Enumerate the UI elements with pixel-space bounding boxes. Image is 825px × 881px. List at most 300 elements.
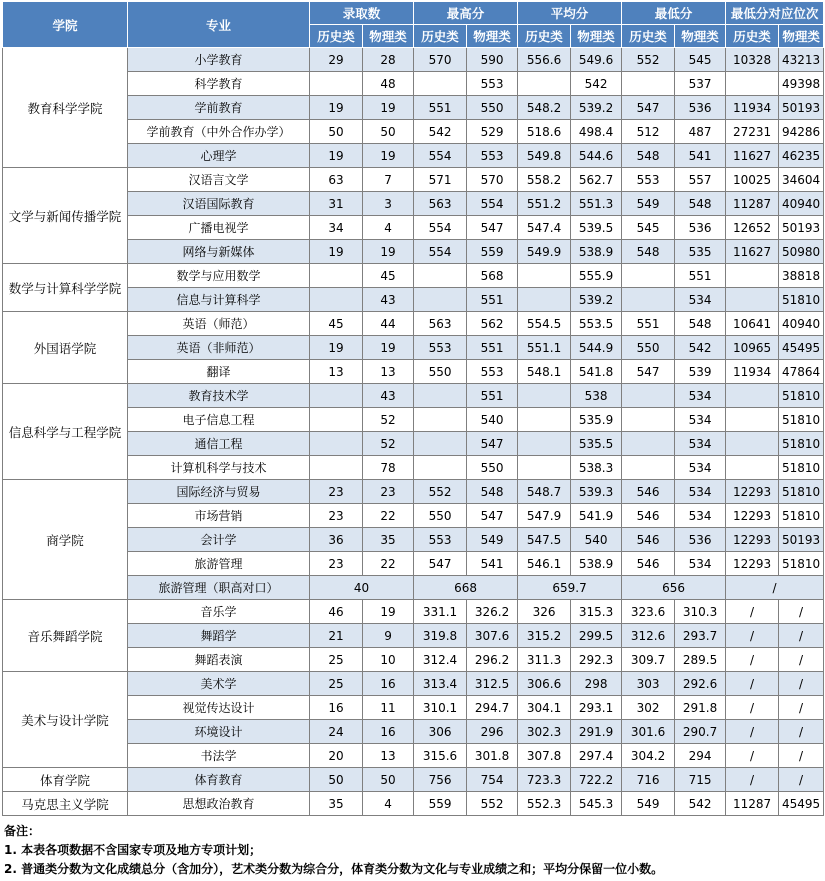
score-cell: 12293 (726, 480, 779, 504)
score-cell: 11627 (726, 144, 779, 168)
score-cell: / (779, 624, 824, 648)
score-cell: / (726, 672, 779, 696)
score-cell: 310.1 (414, 696, 467, 720)
score-cell: 19 (310, 240, 363, 264)
score-cell: 551 (467, 384, 518, 408)
score-cell: 552.3 (518, 792, 571, 816)
score-cell: 547.4 (518, 216, 571, 240)
score-cell: 534 (675, 456, 726, 480)
college-name: 体育学院 (3, 768, 128, 792)
score-cell: 545 (675, 48, 726, 72)
score-cell: 294 (675, 744, 726, 768)
major-name: 计算机科学与技术 (128, 456, 310, 480)
score-cell: 307.6 (467, 624, 518, 648)
score-cell (622, 384, 675, 408)
score-cell: 315.3 (571, 600, 622, 624)
college-name: 信息科学与工程学院 (3, 384, 128, 480)
score-cell: 307.8 (518, 744, 571, 768)
score-cell: 31 (310, 192, 363, 216)
major-name: 数学与应用数学 (128, 264, 310, 288)
score-cell (726, 288, 779, 312)
score-cell: 487 (675, 120, 726, 144)
college-name: 马克思主义学院 (3, 792, 128, 816)
score-cell: 44 (363, 312, 414, 336)
merged-score-cell: 659.7 (518, 576, 622, 600)
score-cell: 303 (622, 672, 675, 696)
score-cell: 13 (363, 360, 414, 384)
score-cell: 535.5 (571, 432, 622, 456)
score-cell: 552 (622, 48, 675, 72)
score-cell: 293.1 (571, 696, 622, 720)
score-cell: 331.1 (414, 600, 467, 624)
score-cell: 534 (675, 552, 726, 576)
score-cell: 50193 (779, 216, 824, 240)
score-cell: 7 (363, 168, 414, 192)
score-cell: 723.3 (518, 768, 571, 792)
score-cell: 45495 (779, 336, 824, 360)
score-cell: 557 (675, 168, 726, 192)
score-cell (726, 72, 779, 96)
score-cell: 298 (571, 672, 622, 696)
header-lowest-rank: 最低分对应位次 (726, 2, 824, 25)
major-name: 汉语言文学 (128, 168, 310, 192)
score-cell: 46235 (779, 144, 824, 168)
score-cell: 16 (363, 672, 414, 696)
score-cell: 551 (467, 336, 518, 360)
major-name: 书法学 (128, 744, 310, 768)
score-cell: / (779, 696, 824, 720)
score-cell (726, 384, 779, 408)
score-cell: 542 (414, 120, 467, 144)
table-row (3, 480, 824, 504)
score-cell: 11934 (726, 360, 779, 384)
score-cell: 539.2 (571, 96, 622, 120)
score-cell: 546 (622, 480, 675, 504)
score-cell (518, 288, 571, 312)
score-cell: 11934 (726, 96, 779, 120)
score-cell: 538.9 (571, 552, 622, 576)
score-cell (518, 456, 571, 480)
score-cell: 43213 (779, 48, 824, 72)
major-name: 通信工程 (128, 432, 310, 456)
subheader-history: 历史类 (310, 25, 363, 48)
score-cell: 538.3 (571, 456, 622, 480)
score-cell: 544.6 (571, 144, 622, 168)
score-cell: 19 (363, 96, 414, 120)
major-name: 旅游管理 (128, 552, 310, 576)
score-cell: 315.6 (414, 744, 467, 768)
score-cell: 551.1 (518, 336, 571, 360)
score-cell: 13 (310, 360, 363, 384)
score-cell: 559 (414, 792, 467, 816)
score-cell: 547 (622, 96, 675, 120)
score-cell (622, 456, 675, 480)
score-cell: 536 (675, 216, 726, 240)
score-cell: 21 (310, 624, 363, 648)
score-cell (310, 432, 363, 456)
score-cell: 498.4 (571, 120, 622, 144)
score-cell: 299.5 (571, 624, 622, 648)
score-cell: 19 (363, 336, 414, 360)
score-cell: 3 (363, 192, 414, 216)
score-cell: 715 (675, 768, 726, 792)
score-cell: 722.2 (571, 768, 622, 792)
major-name: 英语（非师范） (128, 336, 310, 360)
major-name: 市场营销 (128, 504, 310, 528)
score-cell: 304.1 (518, 696, 571, 720)
score-cell: 548 (467, 480, 518, 504)
score-cell: 50 (310, 768, 363, 792)
score-cell (310, 288, 363, 312)
score-cell: 35 (310, 792, 363, 816)
score-cell: 36 (310, 528, 363, 552)
major-name: 汉语国际教育 (128, 192, 310, 216)
score-cell: 10328 (726, 48, 779, 72)
score-cell: 11287 (726, 192, 779, 216)
score-cell: 11 (363, 696, 414, 720)
score-cell: 11627 (726, 240, 779, 264)
score-cell: 306 (414, 720, 467, 744)
score-cell (622, 264, 675, 288)
score-cell: 535 (675, 240, 726, 264)
score-cell: 545 (622, 216, 675, 240)
score-cell: 25 (310, 648, 363, 672)
score-cell: 4 (363, 216, 414, 240)
score-cell: 554.5 (518, 312, 571, 336)
score-cell: / (726, 744, 779, 768)
score-cell: 538.9 (571, 240, 622, 264)
score-cell: 51810 (779, 432, 824, 456)
score-cell: 563 (414, 312, 467, 336)
score-cell (622, 408, 675, 432)
score-cell: 19 (363, 144, 414, 168)
score-cell (726, 264, 779, 288)
score-cell: 562 (467, 312, 518, 336)
score-cell: 547.9 (518, 504, 571, 528)
score-cell: 548.2 (518, 96, 571, 120)
score-cell (310, 264, 363, 288)
table-row (3, 264, 824, 288)
merged-score-cell: 40 (310, 576, 414, 600)
score-cell: 541 (675, 144, 726, 168)
score-cell: 51810 (779, 408, 824, 432)
major-name: 英语（师范） (128, 312, 310, 336)
notes-title: 备注： (4, 824, 41, 838)
score-cell: 27231 (726, 120, 779, 144)
score-cell: 34 (310, 216, 363, 240)
score-cell: 541.8 (571, 360, 622, 384)
score-cell: 563 (414, 192, 467, 216)
score-cell: 47864 (779, 360, 824, 384)
score-cell: 19 (363, 240, 414, 264)
score-cell: 551.2 (518, 192, 571, 216)
score-cell (310, 408, 363, 432)
score-cell: 562.7 (571, 168, 622, 192)
score-cell: 311.3 (518, 648, 571, 672)
score-cell: 304.2 (622, 744, 675, 768)
score-cell (518, 384, 571, 408)
score-cell: 570 (467, 168, 518, 192)
score-cell: 22 (363, 552, 414, 576)
score-cell: 302 (622, 696, 675, 720)
score-cell (414, 288, 467, 312)
score-cell: 553 (414, 336, 467, 360)
score-cell: / (726, 720, 779, 744)
score-cell: 19 (363, 600, 414, 624)
score-cell (726, 408, 779, 432)
score-cell: 29 (310, 48, 363, 72)
score-cell: 548 (675, 312, 726, 336)
score-cell: 50193 (779, 528, 824, 552)
score-cell: 43 (363, 384, 414, 408)
score-cell: 293.7 (675, 624, 726, 648)
score-cell: 40940 (779, 192, 824, 216)
college-name: 文学与新闻传播学院 (3, 168, 128, 264)
score-cell: 538 (571, 384, 622, 408)
major-name: 音乐学 (128, 600, 310, 624)
score-cell: 43 (363, 288, 414, 312)
score-cell: 51810 (779, 480, 824, 504)
score-cell: 289.5 (675, 648, 726, 672)
score-cell: 34604 (779, 168, 824, 192)
score-cell: 38818 (779, 264, 824, 288)
score-cell: 326 (518, 600, 571, 624)
score-cell: 12293 (726, 552, 779, 576)
score-cell: 534 (675, 480, 726, 504)
table-row (3, 672, 824, 696)
score-cell: 22 (363, 504, 414, 528)
score-cell: 94286 (779, 120, 824, 144)
score-cell: 319.8 (414, 624, 467, 648)
table-row (3, 384, 824, 408)
score-cell: / (726, 600, 779, 624)
score-cell: 553 (467, 72, 518, 96)
score-cell: 754 (467, 768, 518, 792)
score-cell: 539.5 (571, 216, 622, 240)
score-cell: 534 (675, 288, 726, 312)
score-cell: 301.6 (622, 720, 675, 744)
score-cell (414, 456, 467, 480)
score-cell: 550 (467, 456, 518, 480)
note-item: 2. 普通类分数为文化成绩总分（含加分），艺术类分数为综合分，体育类分数为文化与专业成绩之和；平均分保留一位小数。 (4, 862, 664, 876)
score-cell: 35 (363, 528, 414, 552)
score-cell: / (779, 600, 824, 624)
score-cell: 551.3 (571, 192, 622, 216)
notes (4, 822, 663, 879)
score-cell (622, 288, 675, 312)
major-name: 旅游管理（职高对口） (128, 576, 310, 600)
score-cell: 46 (310, 600, 363, 624)
score-cell (726, 456, 779, 480)
major-name: 学前教育（中外合作办学） (128, 120, 310, 144)
score-cell: 541 (467, 552, 518, 576)
score-cell: 542 (571, 72, 622, 96)
score-cell: 553 (467, 360, 518, 384)
score-cell: 11287 (726, 792, 779, 816)
major-name: 舞蹈学 (128, 624, 310, 648)
score-cell: 540 (467, 408, 518, 432)
major-name: 学前教育 (128, 96, 310, 120)
subheader-history: 历史类 (414, 25, 467, 48)
score-cell (622, 432, 675, 456)
college-name: 音乐舞蹈学院 (3, 600, 128, 672)
score-cell: 12652 (726, 216, 779, 240)
score-cell: 310.3 (675, 600, 726, 624)
major-name: 翻译 (128, 360, 310, 384)
score-cell: 536 (675, 96, 726, 120)
college-name: 数学与计算科学学院 (3, 264, 128, 312)
subheader-physics: 物理类 (675, 25, 726, 48)
score-cell: / (779, 768, 824, 792)
score-cell (518, 72, 571, 96)
score-cell: 518.6 (518, 120, 571, 144)
score-cell: 291.9 (571, 720, 622, 744)
score-cell: 50 (363, 120, 414, 144)
score-cell: 20 (310, 744, 363, 768)
score-cell: 302.3 (518, 720, 571, 744)
merged-score-cell: 656 (622, 576, 726, 600)
score-cell: 540 (571, 528, 622, 552)
score-cell: 16 (363, 720, 414, 744)
header-highest: 最高分 (414, 2, 518, 25)
table-header (3, 2, 824, 48)
score-cell: 326.2 (467, 600, 518, 624)
subheader-physics: 物理类 (571, 25, 622, 48)
score-cell: 545.3 (571, 792, 622, 816)
score-cell: 716 (622, 768, 675, 792)
major-name: 电子信息工程 (128, 408, 310, 432)
major-name: 美术学 (128, 672, 310, 696)
score-cell: 10 (363, 648, 414, 672)
score-cell (414, 408, 467, 432)
header-lowest: 最低分 (622, 2, 726, 25)
score-cell: 547 (622, 360, 675, 384)
score-cell: 45 (363, 264, 414, 288)
score-cell: 550 (622, 336, 675, 360)
score-cell: 23 (310, 504, 363, 528)
header-average: 平均分 (518, 2, 622, 25)
table-row (3, 600, 824, 624)
score-cell: 552 (414, 480, 467, 504)
score-cell: / (779, 744, 824, 768)
score-cell: 306.6 (518, 672, 571, 696)
score-cell: 4 (363, 792, 414, 816)
score-cell: 51810 (779, 288, 824, 312)
major-name: 网络与新媒体 (128, 240, 310, 264)
score-cell: 549.8 (518, 144, 571, 168)
score-cell: / (779, 648, 824, 672)
score-cell: 301.8 (467, 744, 518, 768)
score-cell: 312.6 (622, 624, 675, 648)
score-cell: 539 (675, 360, 726, 384)
subheader-history: 历史类 (726, 25, 779, 48)
score-cell: 28 (363, 48, 414, 72)
score-cell: 550 (414, 360, 467, 384)
score-cell (518, 264, 571, 288)
score-cell: 512 (622, 120, 675, 144)
subheader-history: 历史类 (518, 25, 571, 48)
major-name: 舞蹈表演 (128, 648, 310, 672)
score-cell: 52 (363, 432, 414, 456)
score-cell: 546 (622, 528, 675, 552)
score-cell: 292.3 (571, 648, 622, 672)
score-cell: 568 (467, 264, 518, 288)
score-cell: 559 (467, 240, 518, 264)
major-name: 心理学 (128, 144, 310, 168)
score-cell: / (779, 672, 824, 696)
score-cell: 292.6 (675, 672, 726, 696)
score-cell (726, 432, 779, 456)
score-cell: 554 (414, 240, 467, 264)
score-cell: 312.4 (414, 648, 467, 672)
score-cell (414, 72, 467, 96)
score-cell: 551 (414, 96, 467, 120)
score-cell: 294.7 (467, 696, 518, 720)
note-item: 1. 本表各项数据不含国家专项及地方专项计划； (4, 843, 262, 857)
score-cell: 25 (310, 672, 363, 696)
major-name: 环境设计 (128, 720, 310, 744)
score-cell (622, 72, 675, 96)
score-cell: 549 (622, 192, 675, 216)
table-row (3, 768, 824, 792)
table-body (3, 48, 824, 816)
subheader-physics: 物理类 (779, 25, 824, 48)
score-cell: 539.3 (571, 480, 622, 504)
score-cell: 549 (622, 792, 675, 816)
score-cell: 45495 (779, 792, 824, 816)
score-cell: 309.7 (622, 648, 675, 672)
major-name: 思想政治教育 (128, 792, 310, 816)
score-cell: 10965 (726, 336, 779, 360)
score-cell (310, 456, 363, 480)
score-cell: 551 (675, 264, 726, 288)
score-cell: 534 (675, 504, 726, 528)
header-major: 专业 (128, 2, 310, 48)
score-cell: 553 (467, 144, 518, 168)
score-cell: 551 (622, 312, 675, 336)
score-cell: 19 (310, 144, 363, 168)
score-cell: 45 (310, 312, 363, 336)
score-cell: 50193 (779, 96, 824, 120)
score-cell (518, 408, 571, 432)
score-cell: 51810 (779, 504, 824, 528)
merged-score-cell: / (726, 576, 824, 600)
subheader-physics: 物理类 (363, 25, 414, 48)
subheader-history: 历史类 (622, 25, 675, 48)
major-name: 会计学 (128, 528, 310, 552)
score-cell: 544.9 (571, 336, 622, 360)
college-name: 外国语学院 (3, 312, 128, 384)
score-cell: 534 (675, 384, 726, 408)
score-cell: 48 (363, 72, 414, 96)
score-cell: 548 (675, 192, 726, 216)
score-cell: 19 (310, 96, 363, 120)
college-name: 美术与设计学院 (3, 672, 128, 768)
score-cell: 50980 (779, 240, 824, 264)
score-cell: 554 (414, 144, 467, 168)
score-cell: 12293 (726, 528, 779, 552)
score-cell (518, 432, 571, 456)
score-cell: 590 (467, 48, 518, 72)
score-cell: 547 (414, 552, 467, 576)
score-cell: 548.1 (518, 360, 571, 384)
score-cell: 12293 (726, 504, 779, 528)
score-cell: 52 (363, 408, 414, 432)
table-row (3, 312, 824, 336)
score-cell: 23 (363, 480, 414, 504)
score-cell: 290.7 (675, 720, 726, 744)
score-cell (414, 264, 467, 288)
